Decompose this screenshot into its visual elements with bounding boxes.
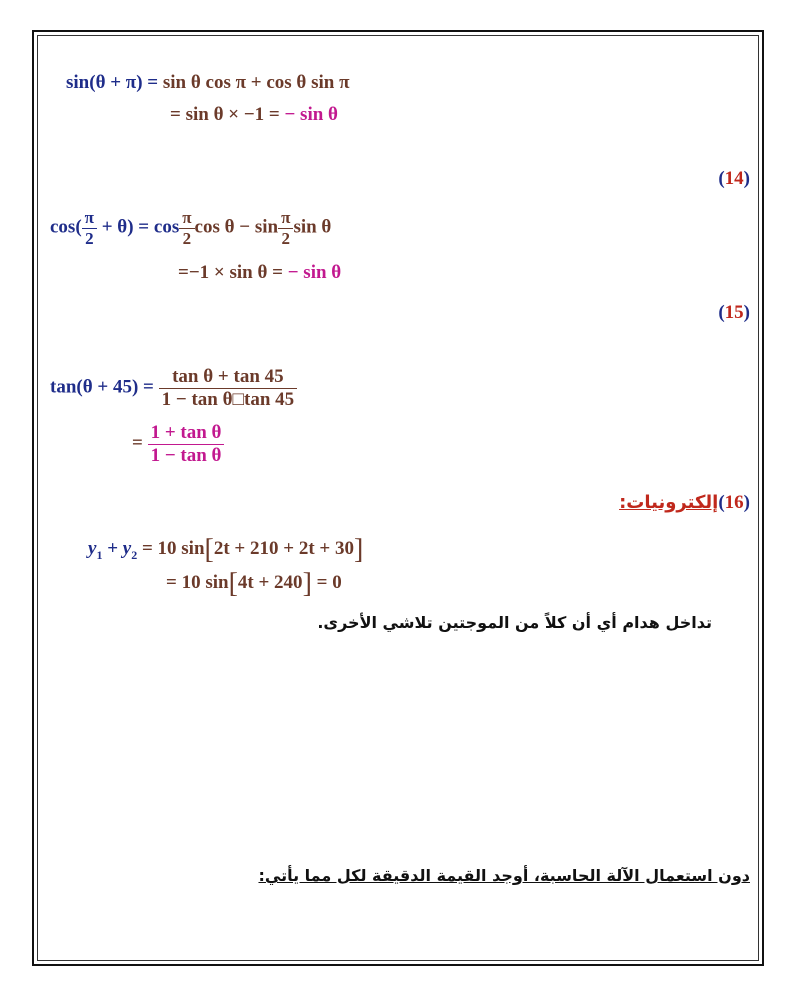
eq13-lhs: sin(θ + π) = [66,72,163,93]
conclusion-text: تداخل هدام أي أن كلاً من الموجتين تلاشي الأخرى. [317,613,712,632]
eq14-frac-2: $\frac{\pi}{2}$ [278,208,293,248]
eq14-lhs-fraction: $\frac{\pi}{2}$ [82,208,97,248]
eq14-frac-1: $\frac{\pi}{2}$ [179,208,194,248]
eq14-line1: cos( $\frac{\pi}{2}$ + θ) = cos $\frac{\pi}{2}$ cos θ − sin $\frac{\pi}{2}$ sin θ [50,208,332,248]
label-16-number: 16 [724,492,744,513]
eq15-line2: = $\frac{\text{1 + tan θ}}{\text{1 − tan θ}}$ [132,422,224,467]
label-15: (15) [718,302,750,323]
eq13-line2-result: − sin θ [284,104,338,125]
label-16 [619,492,750,514]
label-14: (14) [718,168,750,189]
label-14-number: 14 [724,168,744,189]
eq15-line1 [50,366,297,411]
eq15-result-fraction: $\frac{\text{1 + tan θ}}{\text{1 − tan θ}}$ [148,422,225,467]
eq15-lhs: tan(θ + 45) = [50,376,159,398]
instruction-text: دون استعمال الآلة الحاسبة، أوجد القيمة الدقيقة لكل مما يأتي: [258,866,750,885]
eq13-line1 [66,72,350,94]
eq13-line2-c: = [264,104,285,125]
eq13-rhs: sin θ cos π + cos θ sin π [162,72,350,93]
label-15-number: 15 [724,302,744,323]
label-16-num: (16) [718,492,750,513]
eq13-line2-b: −1 [243,104,265,125]
eq15-fraction: $\frac{\text{tan θ + tan 45}}{\text{1 − tan θ□tan 45}}$ [159,366,298,411]
eq16-line1: $y_1 + y_2 = 10$ sin[2t + 210 + 2t + 30] [88,534,364,565]
electronics-heading: إلكترونيات: [619,492,719,513]
eq13-line2 [170,104,338,126]
eq14-result: − sin θ [287,262,342,283]
eq14-line2: =−1 × sin θ = − sin θ [178,262,342,283]
eq13-line2-a: = sin θ × [170,104,244,125]
eq16-line2: = 10 sin[4t + 240] = 0 [166,568,342,599]
